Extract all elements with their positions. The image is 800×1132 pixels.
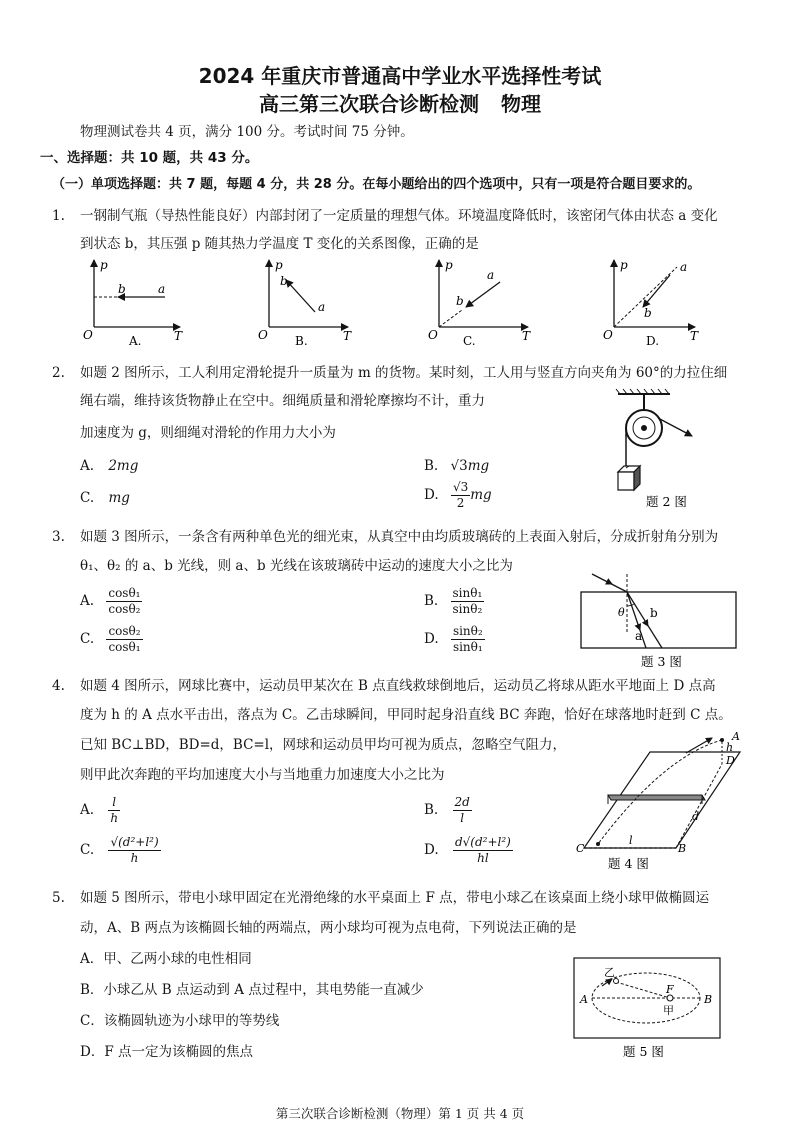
q1-graph-c (428, 258, 531, 347)
q1-graph-d (603, 258, 699, 347)
q4-option-d-label: D. (424, 842, 439, 858)
q1c-origin: O (428, 328, 438, 342)
q3-option-d-den: sinθ₁ (452, 640, 483, 654)
q3-option-d-frac (451, 624, 485, 655)
q3-option-d[interactable] (424, 624, 485, 655)
q2-figure-caption: 题 2 图 (646, 494, 687, 509)
q1-stem-line1: 一钢制气瓶（导热性能良好）内部封闭了一定质量的理想气体。环境温度降低时，该密闭气体由状态 a 变化 (80, 208, 718, 224)
q3-option-b-den: sinθ₂ (452, 602, 483, 616)
q2-option-c-text: mg (108, 490, 130, 506)
q4-option-c-label: C. (80, 842, 95, 858)
q1b-caption: B. (295, 334, 308, 347)
q4-stem-line2: 度为 h 的 A 点水平击出，落点为 C。乙击球瞬间，甲同时起身沿直线 BC 奔跑，恰好在球落地时赶到 C 点。 (80, 707, 732, 723)
q4-h-label: h (726, 741, 734, 754)
q1-graphs (80, 255, 780, 347)
q2-stem-line2: 绳右端，维持该货物静止在空中。细绳质量和滑轮摩擦均不计，重力 (80, 393, 485, 409)
q5-option-c[interactable]: C．该椭圆轨迹为小球甲的等势线 (80, 1013, 280, 1029)
q2-option-c-label: C. (80, 490, 95, 506)
exam-subject: 物理 (501, 92, 541, 116)
q3-option-a-num: cosθ₁ (108, 586, 141, 600)
q4-option-b-frac (453, 795, 472, 826)
q4-stem-line1: 如题 4 图所示，网球比赛中，运动员甲某次在 B 点直线救球倒地后，运动员乙将球从距水平地面上 D 点高 (80, 678, 716, 694)
q3-figure (570, 570, 750, 670)
q2-option-d-label: D. (424, 487, 439, 503)
q4-option-d-num: d√(d²+l²) (454, 835, 511, 849)
q1a-origin: O (83, 328, 93, 342)
q1a-caption: A. (129, 334, 142, 347)
q5-f-label: F (666, 983, 674, 996)
q5-yi-label: 乙 (604, 966, 615, 979)
exam-subtitle-main: 高三第三次联合诊断检测 (259, 92, 479, 116)
q1d-origin: O (603, 328, 613, 342)
q4-option-a-num: l (108, 795, 120, 811)
q1b-b-label: b (280, 274, 288, 288)
q2-option-c[interactable] (80, 488, 130, 508)
q3-option-a[interactable] (80, 586, 142, 617)
q3-option-c-frac (106, 624, 142, 655)
q3-theta-label: θ (618, 606, 625, 619)
q4-option-a-label: A. (80, 802, 95, 818)
q1c-caption: C. (463, 334, 476, 347)
q1b-a-label: a (318, 300, 326, 314)
q4-l-label: l (629, 834, 633, 847)
q1b-origin: O (258, 328, 268, 342)
q4-option-c-den: h (130, 851, 139, 865)
q4-option-c[interactable] (80, 835, 161, 866)
q3-option-d-label: D. (424, 631, 439, 647)
q1-graph-a (83, 258, 183, 347)
q2-option-a-text: 2mg (108, 458, 139, 474)
q4-figure (574, 720, 754, 880)
page-footer: 第三次联合诊断检测（物理）第 1 页 共 4 页 (275, 1106, 525, 1121)
q3-option-b[interactable] (424, 586, 484, 617)
q2-figure (600, 388, 710, 514)
q1d-t-label: T (690, 329, 699, 343)
q1-stem-line2: 到状态 b，其压强 p 随其热力学温度 T 变化的关系图像，正确的是 (80, 236, 479, 252)
q5-a-label: A (580, 993, 588, 1006)
q2-option-d-frac (451, 480, 470, 511)
section-title: 一、选择题：共 10 题，共 43 分。 (40, 150, 259, 166)
q2-stem-line1: 如题 2 图所示，工人利用定滑轮提升一质量为 m 的货物。某时刻，工人用与竖直方向夹角为 60°的力拉住细 (80, 365, 728, 381)
q1a-p-label: p (100, 258, 108, 272)
q2-option-b-root: √3 (450, 458, 468, 474)
q1c-a-label: a (487, 268, 495, 282)
q2-option-b[interactable] (424, 456, 489, 476)
q3-option-b-num: sinθ₁ (452, 586, 483, 600)
q1d-caption: D. (646, 334, 660, 347)
q2-option-a[interactable] (80, 456, 138, 476)
q4-option-d-den: hl (477, 851, 489, 865)
q1b-t-label: T (343, 329, 352, 343)
q3-option-c[interactable] (80, 624, 143, 655)
q4-option-c-frac (108, 835, 160, 866)
q3-b-label: b (650, 606, 658, 620)
q1c-p-label: p (445, 258, 453, 272)
q5-number: 5. (52, 890, 65, 906)
q3-option-a-den: cosθ₂ (108, 602, 141, 616)
q4-option-b-den: l (460, 811, 465, 825)
q4-d-length-label: d (692, 810, 700, 823)
q4-option-d[interactable] (424, 835, 513, 866)
q5-stem-line1: 如题 5 图所示，带电小球甲固定在光滑绝缘的水平桌面上 F 点，带电小球乙在该桌面上绕小球甲做椭圆运 (80, 890, 710, 906)
q5-option-d[interactable]: D．F 点一定为该椭圆的焦点 (80, 1044, 253, 1060)
q5-jia-label: 甲 (663, 1004, 674, 1017)
q2-option-a-label: A. (80, 458, 95, 474)
q4-option-c-num: √(d²+l²) (110, 835, 159, 849)
q3-option-d-num: sinθ₂ (452, 624, 483, 638)
q1d-b-label: b (644, 306, 652, 320)
q4-option-b[interactable] (424, 795, 472, 826)
q4-option-a[interactable] (80, 795, 120, 826)
q2-stem-line3: 加速度为 g，则细绳对滑轮的作用力大小为 (80, 425, 336, 441)
q1d-a-label: a (680, 260, 688, 274)
q2-option-d-tail: mg (470, 487, 492, 503)
q5-stem-line2: 动，A、B 两点为该椭圆长轴的两端点，两小球均可视为点电荷，下列说法正确的是 (80, 920, 577, 936)
q3-stem-line1: 如题 3 图所示，一条含有两种单色光的细光束，从真空中由均质玻璃砖的上表面入射后，分成折射角分别为 (80, 529, 719, 545)
q4-b-label: B (678, 842, 687, 855)
q4-d-point-label: D (726, 754, 735, 767)
q3-stem-line2: θ₁、θ₂ 的 a、b 光线，则 a、b 光线在该玻璃砖中运动的速度大小之比为 (80, 558, 513, 574)
q1a-t-label: T (174, 329, 183, 343)
q4-figure-caption: 题 4 图 (608, 856, 649, 871)
q3-a-label: a (635, 629, 643, 643)
q3-option-b-frac (451, 586, 485, 617)
q4-stem-line4: 则甲此次奔跑的平均加速度大小与当地重力加速度大小之比为 (80, 767, 445, 783)
q1a-b-label: b (118, 282, 126, 296)
q5-figure (568, 954, 728, 1062)
q3-option-c-num: cosθ₂ (108, 624, 141, 638)
exam-title: 2024 年重庆市普通高中学业水平选择性考试 (198, 64, 602, 88)
q3-option-b-label: B. (424, 593, 439, 609)
q1d-p-label: p (620, 258, 628, 272)
q5-b-label: B (704, 993, 713, 1006)
q2-option-b-tail: mg (467, 458, 490, 474)
q3-option-c-label: C. (80, 631, 95, 647)
q4-option-d-frac (453, 835, 513, 866)
q3-option-c-den: cosθ₁ (108, 640, 141, 654)
q1c-b-label: b (456, 294, 464, 308)
q1c-t-label: T (522, 329, 531, 343)
q4-a-label: A (732, 730, 740, 743)
exam-intro: 物理测试卷共 4 页，满分 100 分。考试时间 75 分钟。 (80, 124, 414, 140)
q4-option-b-label: B. (424, 802, 439, 818)
q4-option-a-den: h (110, 811, 119, 825)
q1b-p-label: p (275, 258, 283, 272)
q4-c-label: C (576, 842, 585, 855)
q3-number: 3. (52, 529, 65, 545)
section-subtitle: （一）单项选择题：共 7 题，每题 4 分，共 28 分。在每小题给出的四个选项中，只有一项是符合题目要求的。 (52, 177, 701, 192)
q5-option-a[interactable]: A．甲、乙两小球的电性相同 (80, 951, 252, 967)
q2-number: 2. (52, 365, 65, 381)
q2-option-d-den: 2 (456, 496, 465, 510)
q1a-a-label: a (158, 282, 166, 296)
q3-figure-caption: 题 3 图 (641, 654, 682, 669)
q4-number: 4. (52, 678, 65, 694)
q2-option-d-num: √3 (452, 480, 469, 494)
q4-option-b-num: 2d (454, 795, 470, 809)
exam-subtitle (0, 88, 800, 117)
q5-option-b[interactable]: B．小球乙从 B 点运动到 A 点过程中，其电势能一直减少 (80, 982, 424, 998)
q3-option-a-label: A. (80, 593, 95, 609)
q4-stem-line3: 已知 BC⊥BD，BD=d，BC=l，网球和运动员甲均可视为质点，忽略空气阻力， (80, 737, 567, 753)
q3-option-a-frac (106, 586, 142, 617)
q2-option-d[interactable] (424, 480, 492, 511)
q5-figure-caption: 题 5 图 (623, 1044, 664, 1059)
q1-graph-b (258, 258, 352, 347)
q1-number: 1. (52, 208, 65, 224)
q2-option-b-label: B. (424, 458, 439, 474)
q4-option-a-frac (108, 795, 120, 826)
